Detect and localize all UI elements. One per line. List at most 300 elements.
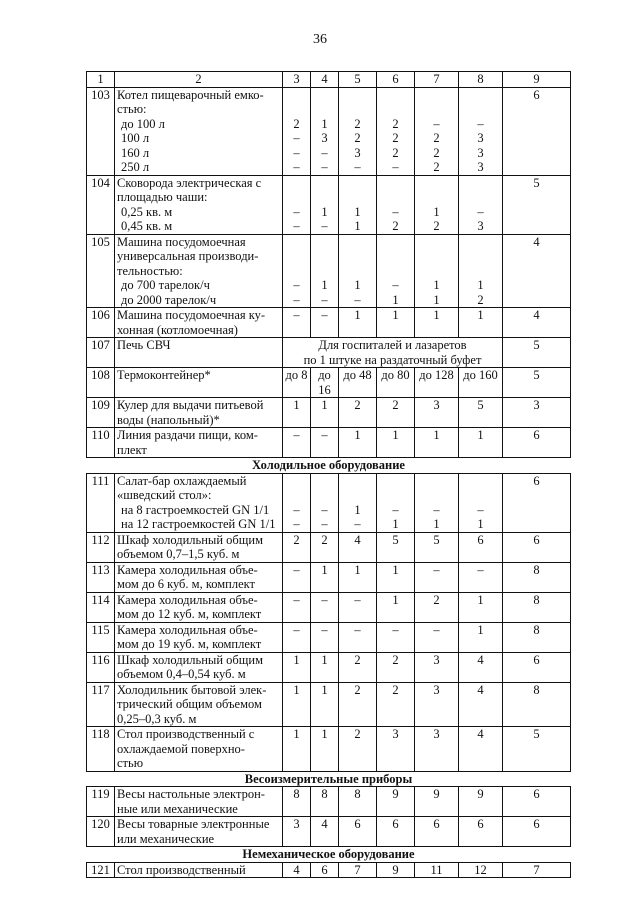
row-number <box>87 443 115 458</box>
row-number <box>87 577 115 592</box>
quantity-cell <box>415 249 459 264</box>
quantity-cell: 2 <box>339 652 377 667</box>
section-heading-row <box>87 458 571 474</box>
norm-value <box>503 160 571 175</box>
span-note: по 1 штуке на раздаточный буфет <box>283 353 503 368</box>
quantity-cell <box>283 323 311 338</box>
row-number <box>87 697 115 712</box>
quantity-cell <box>283 443 311 458</box>
quantity-cell: 2 <box>311 532 339 547</box>
norm-value: 8 <box>503 592 571 607</box>
quantity-cell: – <box>311 503 339 518</box>
table-row <box>87 862 571 878</box>
quantity-cell <box>311 607 339 622</box>
quantity-cell: 2 <box>339 398 377 413</box>
quantity-cell: 9 <box>415 787 459 802</box>
item-name: или механические <box>115 832 283 847</box>
quantity-cell <box>283 87 311 102</box>
quantity-cell <box>459 802 503 817</box>
quantity-cell <box>459 190 503 205</box>
table-row <box>87 592 571 607</box>
table-row-continuation <box>87 443 571 458</box>
quantity-cell <box>377 413 415 428</box>
norm-value: 5 <box>503 175 571 190</box>
row-number <box>87 667 115 682</box>
quantity-cell: 1 <box>377 308 415 323</box>
table-row-continuation <box>87 131 571 146</box>
item-name: объемом 0,4–0,54 куб. м <box>115 667 283 682</box>
item-name: 0,25–0,3 куб. м <box>115 712 283 727</box>
quantity-cell: 3 <box>459 146 503 161</box>
section-title: Весоизмерительные приборы <box>87 771 571 787</box>
quantity-cell <box>283 712 311 727</box>
header-cell: 4 <box>311 72 339 88</box>
table-row <box>87 682 571 697</box>
quantity-cell: 6 <box>377 817 415 832</box>
quantity-cell <box>415 712 459 727</box>
quantity-cell <box>283 175 311 190</box>
quantity-cell: 2 <box>377 682 415 697</box>
quantity-cell: до 128 <box>415 368 459 398</box>
table-row <box>87 338 571 353</box>
item-name: Камера холодильная объе- <box>115 622 283 637</box>
quantity-cell: 6 <box>415 817 459 832</box>
quantity-cell <box>311 102 339 117</box>
table-row-continuation <box>87 832 571 847</box>
quantity-cell <box>377 87 415 102</box>
quantity-cell: 8 <box>311 787 339 802</box>
quantity-cell: – <box>459 117 503 132</box>
quantity-cell: 1 <box>459 622 503 637</box>
quantity-cell <box>415 443 459 458</box>
table-row-continuation <box>87 547 571 562</box>
norm-value: 8 <box>503 562 571 577</box>
quantity-cell <box>459 443 503 458</box>
quantity-cell: – <box>339 622 377 637</box>
norm-value <box>503 637 571 652</box>
quantity-cell: – <box>459 562 503 577</box>
table-row-continuation <box>87 697 571 712</box>
table-row <box>87 727 571 742</box>
row-number <box>87 503 115 518</box>
row-number <box>87 742 115 757</box>
item-name: на 12 гастроемкостей GN 1/1 <box>115 517 283 532</box>
norm-value <box>503 712 571 727</box>
quantity-cell: 3 <box>283 817 311 832</box>
quantity-cell <box>459 637 503 652</box>
quantity-cell: – <box>339 592 377 607</box>
section-heading-row <box>87 847 571 863</box>
page-number: 36 <box>313 32 327 47</box>
item-name: стью <box>115 756 283 771</box>
quantity-cell: 1 <box>459 308 503 323</box>
quantity-cell: – <box>283 160 311 175</box>
table-row-continuation <box>87 517 571 532</box>
quantity-cell <box>339 249 377 264</box>
quantity-cell: 3 <box>415 682 459 697</box>
quantity-cell: до 80 <box>377 368 415 398</box>
quantity-cell: 3 <box>459 219 503 234</box>
row-number <box>87 353 115 368</box>
quantity-cell <box>339 712 377 727</box>
quantity-cell <box>311 323 339 338</box>
quantity-cell: – <box>415 622 459 637</box>
row-number: 117 <box>87 682 115 697</box>
table-row <box>87 532 571 547</box>
quantity-cell: 5 <box>415 532 459 547</box>
quantity-cell: 1 <box>339 205 377 220</box>
row-number <box>87 278 115 293</box>
norm-value: 8 <box>503 682 571 697</box>
quantity-cell: 9 <box>377 787 415 802</box>
quantity-cell: 1 <box>459 278 503 293</box>
item-name: Камера холодильная объе- <box>115 562 283 577</box>
quantity-cell: – <box>339 517 377 532</box>
norm-value <box>503 547 571 562</box>
row-number <box>87 712 115 727</box>
quantity-cell <box>311 413 339 428</box>
row-number <box>87 102 115 117</box>
quantity-cell <box>283 264 311 279</box>
item-name: Стол производственный с <box>115 727 283 742</box>
quantity-cell: – <box>339 293 377 308</box>
norm-value <box>503 443 571 458</box>
row-number <box>87 413 115 428</box>
norm-value <box>503 697 571 712</box>
quantity-cell: 2 <box>283 532 311 547</box>
quantity-cell: 2 <box>377 398 415 413</box>
quantity-cell <box>283 697 311 712</box>
quantity-cell <box>415 637 459 652</box>
quantity-cell: 8 <box>339 787 377 802</box>
quantity-cell <box>459 607 503 622</box>
quantity-cell <box>459 577 503 592</box>
item-name: универсальная производи- <box>115 249 283 264</box>
item-name: Шкаф холодильный общим <box>115 532 283 547</box>
row-number: 107 <box>87 338 115 353</box>
table-row <box>87 234 571 249</box>
quantity-cell: 1 <box>311 682 339 697</box>
quantity-cell <box>311 264 339 279</box>
table-row <box>87 562 571 577</box>
quantity-cell: – <box>311 517 339 532</box>
quantity-cell: 1 <box>339 219 377 234</box>
row-number <box>87 249 115 264</box>
norm-value: 6 <box>503 473 571 488</box>
quantity-cell <box>459 473 503 488</box>
row-number <box>87 802 115 817</box>
quantity-cell: 6 <box>339 817 377 832</box>
quantity-cell <box>283 190 311 205</box>
quantity-cell <box>311 249 339 264</box>
quantity-cell: 1 <box>283 398 311 413</box>
quantity-cell: – <box>311 219 339 234</box>
quantity-cell: 1 <box>459 428 503 443</box>
quantity-cell <box>311 87 339 102</box>
item-name: 0,25 кв. м <box>115 205 283 220</box>
quantity-cell <box>283 607 311 622</box>
item-name: площадью чаши: <box>115 190 283 205</box>
norm-value: 8 <box>503 622 571 637</box>
row-number: 110 <box>87 428 115 443</box>
quantity-cell <box>415 488 459 503</box>
item-name: Котел пищеварочный емко- <box>115 87 283 102</box>
quantity-cell <box>339 264 377 279</box>
row-number: 106 <box>87 308 115 323</box>
quantity-cell: 3 <box>415 652 459 667</box>
item-name: мом до 6 куб. м, комплект <box>115 577 283 592</box>
item-name: Печь СВЧ <box>115 338 283 353</box>
row-number <box>87 323 115 338</box>
item-name: Машина посудомоечная ку- <box>115 308 283 323</box>
row-number <box>87 264 115 279</box>
quantity-cell: – <box>339 160 377 175</box>
norm-value: 6 <box>503 87 571 102</box>
quantity-cell <box>339 234 377 249</box>
row-number: 120 <box>87 817 115 832</box>
quantity-cell: 1 <box>415 308 459 323</box>
quantity-cell: 1 <box>339 278 377 293</box>
quantity-cell <box>311 577 339 592</box>
quantity-cell <box>415 413 459 428</box>
quantity-cell <box>377 802 415 817</box>
quantity-cell: 1 <box>339 428 377 443</box>
quantity-cell <box>377 607 415 622</box>
quantity-cell: – <box>311 308 339 323</box>
quantity-cell <box>283 667 311 682</box>
norm-value <box>503 756 571 771</box>
quantity-cell: 4 <box>459 682 503 697</box>
row-number: 114 <box>87 592 115 607</box>
quantity-cell: 2 <box>377 131 415 146</box>
quantity-cell: – <box>283 517 311 532</box>
row-number <box>87 607 115 622</box>
quantity-cell <box>377 175 415 190</box>
table-row-continuation <box>87 117 571 132</box>
quantity-cell <box>377 547 415 562</box>
norm-value <box>503 249 571 264</box>
quantity-cell: 2 <box>415 592 459 607</box>
header-cell: 6 <box>377 72 415 88</box>
quantity-cell: – <box>377 278 415 293</box>
norm-value <box>503 517 571 532</box>
quantity-cell: – <box>283 131 311 146</box>
quantity-cell: – <box>415 562 459 577</box>
table-row-continuation <box>87 146 571 161</box>
quantity-cell <box>311 547 339 562</box>
quantity-cell <box>339 87 377 102</box>
quantity-cell: – <box>283 278 311 293</box>
quantity-cell <box>377 756 415 771</box>
row-number: 105 <box>87 234 115 249</box>
quantity-cell: 1 <box>415 517 459 532</box>
norm-value: 6 <box>503 652 571 667</box>
quantity-cell: 1 <box>377 592 415 607</box>
section-title: Холодильное оборудование <box>87 458 571 474</box>
row-number: 103 <box>87 87 115 102</box>
item-name: на 8 гастроемкостей GN 1/1 <box>115 503 283 518</box>
item-name: 250 л <box>115 160 283 175</box>
norm-value <box>503 278 571 293</box>
quantity-cell: – <box>459 205 503 220</box>
row-number: 108 <box>87 368 115 398</box>
quantity-cell: 6 <box>459 532 503 547</box>
norm-value <box>503 802 571 817</box>
item-name: Термоконтейнер* <box>115 368 283 398</box>
quantity-cell: 5 <box>377 532 415 547</box>
quantity-cell <box>377 488 415 503</box>
quantity-cell: – <box>283 293 311 308</box>
quantity-cell: до 160 <box>459 368 503 398</box>
quantity-cell: 1 <box>311 117 339 132</box>
norm-value: 6 <box>503 428 571 443</box>
norm-value <box>503 667 571 682</box>
quantity-cell <box>283 637 311 652</box>
quantity-cell <box>339 697 377 712</box>
table-row <box>87 787 571 802</box>
quantity-cell: 3 <box>377 727 415 742</box>
quantity-cell <box>377 473 415 488</box>
quantity-cell: – <box>283 146 311 161</box>
table-row-continuation <box>87 102 571 117</box>
item-name: мом до 12 куб. м, комплект <box>115 607 283 622</box>
item-name: ные или механические <box>115 802 283 817</box>
item-name: Машина посудомоечная <box>115 234 283 249</box>
quantity-cell <box>415 264 459 279</box>
table-row <box>87 817 571 832</box>
quantity-cell: – <box>311 622 339 637</box>
quantity-cell <box>311 697 339 712</box>
quantity-cell: 9 <box>377 862 415 878</box>
quantity-cell <box>283 577 311 592</box>
norm-value <box>503 293 571 308</box>
quantity-cell: 2 <box>377 117 415 132</box>
quantity-cell <box>311 802 339 817</box>
quantity-cell <box>415 607 459 622</box>
quantity-cell <box>459 264 503 279</box>
table-row <box>87 428 571 443</box>
quantity-cell <box>377 190 415 205</box>
item-name: 100 л <box>115 131 283 146</box>
quantity-cell: 1 <box>311 278 339 293</box>
row-number <box>87 160 115 175</box>
row-number <box>87 488 115 503</box>
quantity-cell <box>311 175 339 190</box>
quantity-cell <box>415 323 459 338</box>
norm-value <box>503 413 571 428</box>
quantity-cell <box>311 488 339 503</box>
quantity-cell: 3 <box>415 727 459 742</box>
table-row-continuation <box>87 607 571 622</box>
item-name: Кулер для выдачи питьевой <box>115 398 283 413</box>
quantity-cell <box>415 547 459 562</box>
item-name: Салат-бар охлаждаемый <box>115 473 283 488</box>
quantity-cell <box>415 756 459 771</box>
quantity-cell <box>339 190 377 205</box>
header-cell: 8 <box>459 72 503 88</box>
quantity-cell <box>283 547 311 562</box>
table-row-continuation <box>87 577 571 592</box>
quantity-cell: 3 <box>311 131 339 146</box>
norm-value <box>503 742 571 757</box>
table-body <box>87 87 571 878</box>
quantity-cell <box>415 190 459 205</box>
quantity-cell: – <box>311 428 339 443</box>
quantity-cell: – <box>283 622 311 637</box>
quantity-cell <box>311 473 339 488</box>
quantity-cell: 3 <box>339 146 377 161</box>
quantity-cell: 2 <box>339 131 377 146</box>
quantity-cell <box>339 756 377 771</box>
item-name: Линия раздачи пищи, ком- <box>115 428 283 443</box>
norm-value: 7 <box>503 862 571 878</box>
item-name: Весы товарные электронные <box>115 817 283 832</box>
norm-value: 5 <box>503 368 571 398</box>
quantity-cell <box>459 323 503 338</box>
norm-value <box>503 503 571 518</box>
quantity-cell <box>459 667 503 682</box>
quantity-cell: – <box>283 592 311 607</box>
item-name: 160 л <box>115 146 283 161</box>
norm-value <box>503 264 571 279</box>
table-row-continuation <box>87 742 571 757</box>
row-number: 118 <box>87 727 115 742</box>
quantity-cell <box>377 323 415 338</box>
item-name: плект <box>115 443 283 458</box>
table-row-continuation <box>87 190 571 205</box>
norm-value <box>503 577 571 592</box>
quantity-cell: – <box>283 308 311 323</box>
table-row <box>87 368 571 398</box>
quantity-cell: – <box>283 205 311 220</box>
norm-value <box>503 323 571 338</box>
norm-value <box>503 832 571 847</box>
quantity-cell <box>283 249 311 264</box>
quantity-cell <box>377 712 415 727</box>
quantity-cell <box>339 488 377 503</box>
quantity-cell <box>339 547 377 562</box>
quantity-cell: 8 <box>283 787 311 802</box>
quantity-cell: 1 <box>283 682 311 697</box>
quantity-cell <box>459 712 503 727</box>
quantity-cell: – <box>283 219 311 234</box>
quantity-cell: – <box>377 622 415 637</box>
quantity-cell <box>459 175 503 190</box>
quantity-cell <box>339 443 377 458</box>
item-name: тельностью: <box>115 264 283 279</box>
table-row <box>87 175 571 190</box>
quantity-cell <box>339 175 377 190</box>
table-row <box>87 473 571 488</box>
header-cell: 2 <box>115 72 283 88</box>
item-name: воды (напольный)* <box>115 413 283 428</box>
quantity-cell: – <box>311 160 339 175</box>
quantity-cell <box>377 742 415 757</box>
row-number <box>87 190 115 205</box>
norm-value: 6 <box>503 532 571 547</box>
header-cell: 1 <box>87 72 115 88</box>
quantity-cell: 1 <box>311 652 339 667</box>
quantity-cell: 2 <box>339 117 377 132</box>
row-number: 113 <box>87 562 115 577</box>
quantity-cell: – <box>311 293 339 308</box>
span-note: Для госпиталей и лазаретов <box>283 338 503 353</box>
quantity-cell <box>339 577 377 592</box>
quantity-cell <box>459 413 503 428</box>
quantity-cell <box>283 832 311 847</box>
item-name: Камера холодильная объе- <box>115 592 283 607</box>
item-name: охлаждаемой поверхно- <box>115 742 283 757</box>
